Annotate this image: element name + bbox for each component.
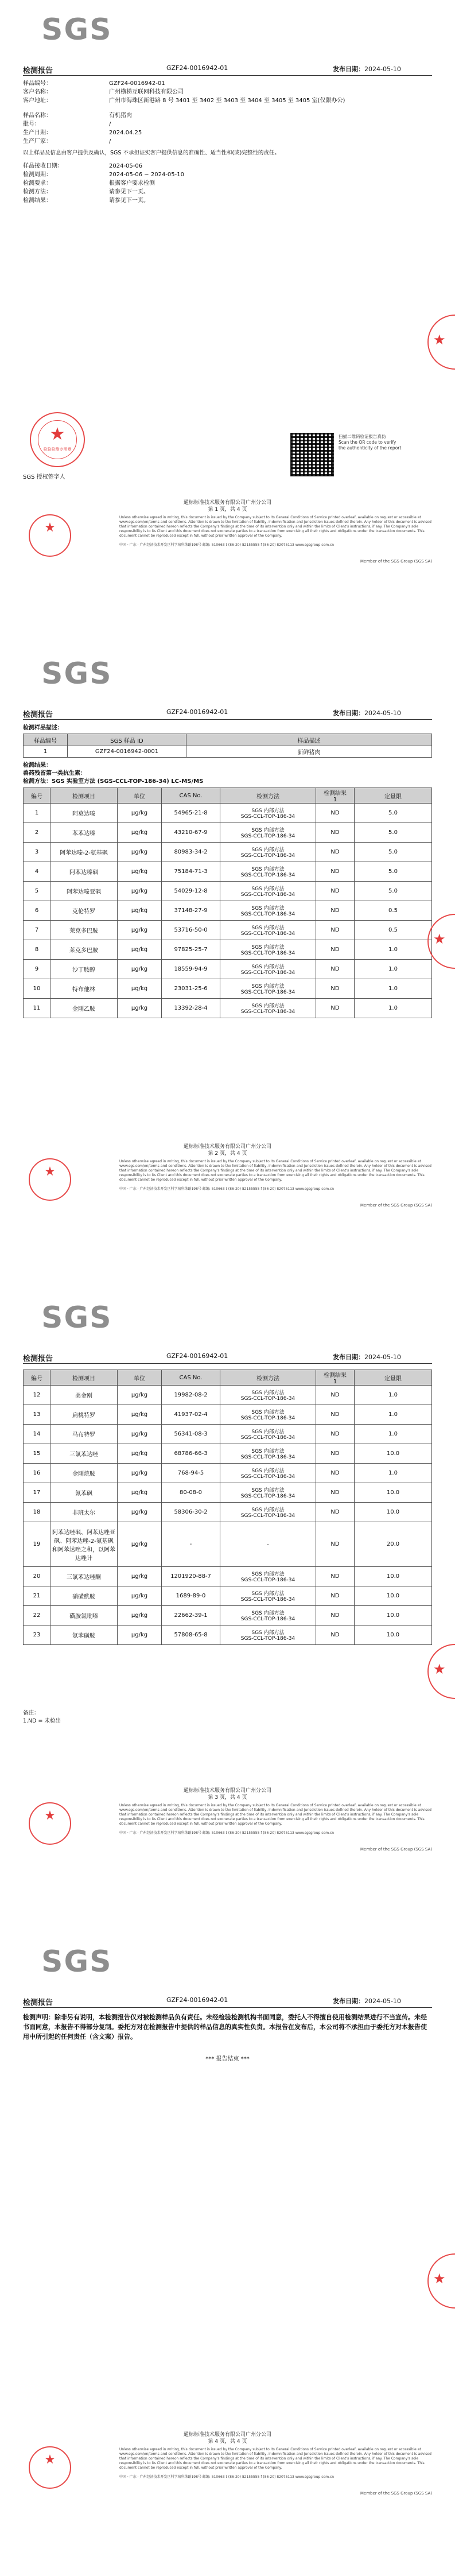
cell-item: 金刚乙胺 [50, 999, 118, 1018]
cell-loq: 1.0 [355, 960, 432, 979]
report-page-1 [0, 0, 455, 644]
cell-unit: μg/kg [118, 999, 162, 1018]
table-row [24, 940, 432, 960]
cell-unit: μg/kg [118, 882, 162, 901]
cell-loq: 1.0 [355, 940, 432, 960]
cell-item: 阿苯达嗪亚砜 [50, 882, 118, 901]
table-row [24, 843, 432, 862]
cell-unit: μg/kg [118, 1386, 162, 1405]
cell-loq: 10.0 [355, 1606, 432, 1625]
table-row [24, 862, 432, 882]
cell-cas: 43210-67-9 [162, 823, 220, 843]
table-row [24, 979, 432, 999]
cell-result: ND [316, 1386, 355, 1405]
cell-no: 11 [24, 999, 50, 1018]
cell-item: 阿苯达嗪-2-氨基砜 [50, 843, 118, 862]
cell-no: 2 [24, 823, 50, 843]
notes: 备注： 1.ND = 未检出 [23, 1710, 61, 1724]
cell-item: 非班太尔 [50, 1503, 118, 1522]
cell-loq: 10.0 [355, 1625, 432, 1645]
cell-cas: 75184-71-3 [162, 862, 220, 882]
cell-cas: 13392-28-4 [162, 999, 220, 1018]
page-footer: 通标标准技术服务有限公司广州分公司 第 3 页，共 4 页 ★ Unless otherwise agreed in writing, this document is issued by the Company subject to its General Conditions of Service printed overleaf, available on request or accessible at www.sgs.com/en/terms-and-conditions. Attention is drawn to the limitation of liability, indemnification and jurisdiction issues defined therein. Any holder of this document is advised that information contained hereon reflects the Company's findings at the time of its intervention only and within the limits of Client's instructions, if any. The Company's sole responsibility is to its Client and this document does not exonerate parties to a transaction from exercising all their rights and obligations under the transaction documents. This document cannot be reproduced except in full, without prior written approval of the Company. 中国 · 广东 · 广州经济技术开发区科学城科珠路198号 邮编: 510663 t (86-20) 82155555 f (86-20) 82075113 www.sgsgroup.com.cn Member of the SGS Group (SGS SA) [23, 1787, 432, 1856]
table-row [24, 1444, 432, 1464]
cell-cas: 22662-39-1 [162, 1606, 220, 1625]
sgs-logo: SGS [41, 1301, 112, 1335]
verification-qr-code[interactable] [290, 433, 334, 476]
cell-cas: 68786-66-3 [162, 1444, 220, 1464]
cell-unit: μg/kg [118, 921, 162, 940]
cell-loq: 10.0 [355, 1586, 432, 1606]
table-row [24, 882, 432, 901]
table-row [24, 1464, 432, 1483]
cell-method: SGS 内部方法 SGS-CCL-TOP-186-34 [220, 1503, 316, 1522]
cell-no: 18 [24, 1503, 50, 1522]
cell-result: ND [316, 843, 355, 862]
cell-result: ND [316, 960, 355, 979]
sgs-logo: SGS [41, 657, 112, 691]
result-section-title: 检测结果： [23, 762, 52, 769]
table-row [24, 1625, 432, 1645]
sample-section-title: 检测样品描述： [23, 725, 63, 731]
cell-no: 13 [24, 1405, 50, 1425]
cell-result: ND [316, 862, 355, 882]
table-row [24, 1586, 432, 1606]
cell-item: 金刚烷胺 [50, 1464, 118, 1483]
table-row [24, 1522, 432, 1567]
results-table [23, 787, 432, 1018]
cell-item: 莱克多巴胺 [50, 940, 118, 960]
method-line: 检测方法：SGS 实验室方法 (SGS-CCL-TOP-186-34) LC-MS/MS [23, 778, 204, 785]
cell-method: SGS 内部方法 SGS-CCL-TOP-186-34 [220, 1586, 316, 1606]
cell-no: 1 [24, 804, 50, 823]
cell-result: ND [316, 901, 355, 921]
cell-result: ND [316, 1503, 355, 1522]
cell-item: 沙丁胺醇 [50, 960, 118, 979]
cell-loq: 1.0 [355, 1386, 432, 1405]
cell-unit: μg/kg [118, 1586, 162, 1606]
cell-cas: 19982-08-2 [162, 1386, 220, 1405]
cell-loq: 1.0 [355, 979, 432, 999]
cell-method: SGS 内部方法 SGS-CCL-TOP-186-34 [220, 804, 316, 823]
cell-unit: μg/kg [118, 1606, 162, 1625]
cell-no: 4 [24, 862, 50, 882]
cell-method: SGS 内部方法 SGS-CCL-TOP-186-34 [220, 1567, 316, 1586]
cell-unit: μg/kg [118, 1567, 162, 1586]
cell-loq: 20.0 [355, 1522, 432, 1567]
star-icon: ★ [49, 424, 65, 444]
cell-loq: 10.0 [355, 1567, 432, 1586]
cell-cas: 54965-21-8 [162, 804, 220, 823]
table-row [24, 1503, 432, 1522]
sgs-logo: SGS [41, 1945, 112, 1979]
disclaimer: 以上样品及信息由客户提供及确认，SGS 不承担证实客户提供信息的准确性、适当性和(或)完整性的责任。 [23, 150, 280, 156]
cell-item: 阿苯达嗪砜 [50, 862, 118, 882]
cell-cas: 54029-12-8 [162, 882, 220, 901]
cell-no: 3 [24, 843, 50, 862]
cell-item: 苯苯达嗪 [50, 823, 118, 843]
cell-method: - [220, 1522, 316, 1567]
table-row [24, 823, 432, 843]
cell-no: 14 [24, 1425, 50, 1444]
cell-method: SGS 内部方法 SGS-CCL-TOP-186-34 [220, 960, 316, 979]
table-row [24, 999, 432, 1018]
sample-table: 样品编号 SGS 样品 ID 样品描述 1 GZF24-0016942-0001 新鲜猪肉 [23, 734, 432, 758]
cell-result: ND [316, 1586, 355, 1606]
cell-unit: μg/kg [118, 1444, 162, 1464]
table-row [24, 960, 432, 979]
footer-seal: ★ [29, 514, 71, 557]
cell-item: 阿苯达唑砜、阿苯达唑亚砜、阿苯达唑-2-氨基砜和阿苯达唑之和，以阿苯达唑计 [50, 1522, 118, 1567]
cell-no: 16 [24, 1464, 50, 1483]
cell-unit: μg/kg [118, 1625, 162, 1645]
cell-loq: 0.5 [355, 901, 432, 921]
cell-method: SGS 内部方法 SGS-CCL-TOP-186-34 [220, 1483, 316, 1503]
cell-method: SGS 内部方法 SGS-CCL-TOP-186-34 [220, 843, 316, 862]
cell-loq: 5.0 [355, 804, 432, 823]
cell-loq: 0.5 [355, 921, 432, 940]
cell-method: SGS 内部方法 SGS-CCL-TOP-186-34 [220, 862, 316, 882]
cell-item: 磺胺氯吡嗪 [50, 1606, 118, 1625]
cell-cas: 97825-25-7 [162, 940, 220, 960]
cell-unit: μg/kg [118, 940, 162, 960]
header-rule [23, 75, 432, 76]
cell-item: 三氯苯达唑酮 [50, 1567, 118, 1586]
table-row [24, 1567, 432, 1586]
cell-result: ND [316, 1567, 355, 1586]
cell-item: 三氯苯达唑 [50, 1444, 118, 1464]
client-info: 样品编号： GZF24-0016942-01 客户名称： 广州横梯互联网科技有限公司 客户地址： 广州市海珠区新港路 8 号 3401 至 3402 至 3403 至 3404 至 3405 至 3405 室(仅限办公) [23, 80, 345, 104]
cell-method: SGS 内部方法 SGS-CCL-TOP-186-34 [220, 1444, 316, 1464]
cell-result: ND [316, 999, 355, 1018]
cell-loq: 1.0 [355, 1464, 432, 1483]
cell-result: ND [316, 882, 355, 901]
report-page-4: SGS 检测报告 GZF24-0016942-01 发布日期：2024-05-10 检测声明：除非另有说明，本检测报告仅对被检测样品负有责任。未经检验检测机构书面同意，委托人不得擅自使用检测结果进行不当宣传。未经书面同意，本报告不得部分复制。委托方对在检测报告中提供的样品信息的真实性负责。本报告在发布后，本公司将不承担由于委托方对本报告使用中所引起的任何责任（含文案）报告。 *** 报告结束 *** ★ 通标标准技术服务有限公司广州分公司 第 4 页，共 4 页 ★ Unless otherwise agreed in writing, this document is issued by the Company subject to its General Conditions of Service printed overleaf, available on request or accessible at www.sgs.com/en/terms-and-conditions. Attention is drawn to the limitation of liability, indemnification and jurisdiction issues defined therein. Any holder of this document is advised that information contained hereon reflects the Company's findings at the time of its intervention only and within the limits of Client's instructions, if any. The Company's sole responsibility is to its Client and this document does not exonerate parties to a transaction from exercising all their rights and obligations under the transaction documents. This document cannot be reproduced except in full, without prior written approval of the Company. 中国 · 广东 · 广州经济技术开发区科学城科珠路198号 邮编: 510663 t (86-20) 82155555 f (86-20) 82075113 www.sgsgroup.com.cn Member of the SGS Group (SGS SA) [0, 1932, 455, 2576]
report-date: 发布日期：2024-05-10 [333, 65, 401, 73]
cell-result: ND [316, 823, 355, 843]
cell-no: 6 [24, 901, 50, 921]
cell-item: 扁桃特罗 [50, 1405, 118, 1425]
cell-no: 10 [24, 979, 50, 999]
inspection-stamp: ★ 检验检测专用章 [30, 412, 85, 467]
cell-cas: 53716-50-0 [162, 921, 220, 940]
cell-method: SGS 内部方法 SGS-CCL-TOP-186-34 [220, 921, 316, 940]
cell-item: 莱克多巴胺 [50, 921, 118, 940]
cell-cas: 18559-94-9 [162, 960, 220, 979]
cell-cas: 768-94-5 [162, 1464, 220, 1483]
table-row [24, 1405, 432, 1425]
cell-no: 20 [24, 1567, 50, 1586]
cell-unit: μg/kg [118, 1503, 162, 1522]
table-row [24, 1483, 432, 1503]
cell-no: 7 [24, 921, 50, 940]
cell-method: SGS 内部方法 SGS-CCL-TOP-186-34 [220, 901, 316, 921]
cell-no: 19 [24, 1522, 50, 1567]
cell-result: ND [316, 1405, 355, 1425]
report-page-2: SGS 检测报告 GZF24-0016942-01 发布日期：2024-05-10 检测样品描述： 样品编号 SGS 样品 ID 样品描述 1 GZF24-0016942-0001 新鲜猪肉 检测结果： 兽药残留第一类抗生素： 检测方法：SGS 实验室方法 (SGS-CCL-TOP-186-34) LC-MS/MS 编号 检测项目 单位 CAS No. 检测方法 检测结果 1 定量限 1 阿莫达嗪 μg/kg 54965-21-8 SGS 内部方法 SGS-CCL-TOP-186-34 ND 5.0 2 苯苯达嗪 μg/kg 43210-67-9 SGS 内部方法 SGS-CCL-TOP-186-34 ND 5.0 3 阿苯达嗪-2-氨基砜 μg/kg 80983-34-2 SGS 内部方法 SGS-CCL-TOP-186-34 ND 5.0 4 阿苯达嗪砜 μg/kg 75184-71-3 SGS 内部方法 SGS-CCL-TOP-186-34 ND 5.0 5 阿苯达嗪亚砜 μg/kg 54029-12-8 SGS 内部方法 SGS-CCL-TOP-186-34 ND 5.0 6 克伦特罗 μg/kg 37148-27-9 SGS 内部方法 SGS-CCL-TOP-186-34 ND 0.5 7 莱克多巴胺 μg/kg 53716-50-0 SGS 内部方法 SGS-CCL-TOP-186-34 ND 0.5 8 莱克多巴胺 μg/kg 97825-25-7 SGS 内部方法 SGS-CCL-TOP-186-34 ND 1.0 9 沙丁胺醇 μg/kg 18559-94-9 SGS 内部方法 SGS-CCL-TOP-186-34 ND 1.0 10 特布他林 μg/kg 23031-25-6 SGS 内部方法 SGS-CCL-TOP-186-34 ND 1.0 11 金刚乙胺 μg/kg 13392-28-4 SGS 内部方法 SGS-CCL-TOP-186-34 ND 1.0 ★ 通标标准技术服务有限公司广州分公司 第 2 页，共 4 页 ★ Unless otherwise agreed in writing, this document is issued by the Company subject to its General Conditions of Service printed overleaf, available on request or accessible at www.sgs.com/en/terms-and-conditions. Attention is drawn to the limitation of liability, indemnification and jurisdiction issues defined therein. Any holder of this document is advised that information contained hereon reflects the Company's findings at the time of its intervention only and within the limits of Client's instructions, if any. The Company's sole responsibility is to its Client and this document does not exonerate parties to a transaction from exercising all their rights and obligations under the transaction documents. This document cannot be reproduced except in full, without prior written approval of the Company. 中国 · 广东 · 广州经济技术开发区科学城科珠路198号 邮编: 510663 t (86-20) 82155555 f (86-20) 82075113 www.sgsgroup.com.cn Member of the SGS Group (SGS SA) [0, 644, 455, 1288]
cell-no: 22 [24, 1606, 50, 1625]
cell-loq: 10.0 [355, 1503, 432, 1522]
cell-item: 马布特罗 [50, 1425, 118, 1444]
table-row [24, 1425, 432, 1444]
cell-no: 8 [24, 940, 50, 960]
table-row [24, 804, 432, 823]
cell-unit: μg/kg [118, 901, 162, 921]
cell-cas: 80983-34-2 [162, 843, 220, 862]
cell-unit: μg/kg [118, 1405, 162, 1425]
cell-loq: 1.0 [355, 1425, 432, 1444]
page-footer: 通标标准技术服务有限公司广州分公司 第 2 页，共 4 页 ★ Unless otherwise agreed in writing, this document is issued by the Company subject to its General Conditions of Service printed overleaf, available on request or accessible at www.sgs.com/en/terms-and-conditions. Attention is drawn to the limitation of liability, indemnification and jurisdiction issues defined therein. Any holder of this document is advised that information contained hereon reflects the Company's findings at the time of its intervention only and within the limits of Client's instructions, if any. The Company's sole responsibility is to its Client and this document does not exonerate parties to a transaction from exercising all their rights and obligations under the transaction documents. This document cannot be reproduced except in full, without prior written approval of the Company. 中国 · 广东 · 广州经济技术开发区科学城科珠路198号 邮编: 510663 t (86-20) 82155555 f (86-20) 82075113 www.sgsgroup.com.cn Member of the SGS Group (SGS SA) [23, 1143, 432, 1212]
cell-no: 23 [24, 1625, 50, 1645]
cell-item: 阿莫达嗪 [50, 804, 118, 823]
cell-result: ND [316, 1625, 355, 1645]
cell-no: 17 [24, 1483, 50, 1503]
cell-result: ND [316, 1522, 355, 1567]
cell-cas: 57808-65-8 [162, 1625, 220, 1645]
report-page-3: SGS 检测报告 GZF24-0016942-01 发布日期：2024-05-10 编号 检测项目 单位 CAS No. 检测方法 检测结果 1 定量限 12 美金刚 μg/kg 19982-08-2 SGS 内部方法 SGS-CCL-TOP-186-34 ND 1.0 13 扁桃特罗 μg/kg 41937-02-4 SGS 内部方法 SGS-CCL-TOP-186-34 ND 1.0 14 马布特罗 μg/kg 56341-08-3 SGS 内部方法 SGS-CCL-TOP-186-34 ND 1.0 15 三氯苯达唑 μg/kg 68786-66-3 SGS 内部方法 SGS-CCL-TOP-186-34 ND 10.0 16 金刚烷胺 μg/kg 768-94-5 SGS 内部方法 SGS-CCL-TOP-186-34 ND 1.0 17 氨苯砜 μg/kg 80-08-0 SGS 内部方法 SGS-CCL-TOP-186-34 ND 10.0 18 非班太尔 μg/kg 58306-30-2 SGS 内部方法 SGS-CCL-TOP-186-34 ND 10.0 19 阿苯达唑砜、阿苯达唑亚砜、阿苯达唑-2-氨基砜和阿苯达唑之和，以阿苯达唑计 μg/kg - - ND 20.0 20 三氯苯达唑酮 μg/kg 1201920-88-7 SGS 内部方法 SGS-CCL-TOP-186-34 ND 10.0 21 硝磺酰胺 μg/kg 1689-89-0 SGS 内部方法 SGS-CCL-TOP-186-34 ND 10.0 22 磺胺氯吡嗪 μg/kg 22662-39-1 SGS 内部方法 SGS-CCL-TOP-186-34 ND 10.0 23 氨苯磺胺 μg/kg 57808-65-8 SGS 内部方法 SGS-CCL-TOP-186-34 ND 10.0 备注： 1.ND = 未检出 ★ 通标标准技术服务有限公司广州分公司 第 3 页，共 4 页 ★ Unless otherwise agreed in writing, this document is issued by the Company subject to its General Conditions of Service printed overleaf, available on request or accessible at www.sgs.com/en/terms-and-conditions. Attention is drawn to the limitation of liability, indemnification and jurisdiction issues defined therein. Any holder of this document is advised that information contained hereon reflects the Company's findings at the time of its intervention only and within the limits of Client's instructions, if any. The Company's sole responsibility is to its Client and this document does not exonerate parties to a transaction from exercising all their rights and obligations under the transaction documents. This document cannot be reproduced except in full, without prior written approval of the Company. 中国 · 广东 · 广州经济技术开发区科学城科珠路198号 邮编: 510663 t (86-20) 82155555 f (86-20) 82075113 www.sgsgroup.com.cn Member of the SGS Group (SGS SA) [0, 1288, 455, 1932]
page-footer: 通标标准技术服务有限公司广州分公司 第 4 页，共 4 页 ★ Unless otherwise agreed in writing, this document is issued by the Company subject to its General Conditions of Service printed overleaf, available on request or accessible at www.sgs.com/en/terms-and-conditions. Attention is drawn to the limitation of liability, indemnification and jurisdiction issues defined therein. Any holder of this document is advised that information contained hereon reflects the Company's findings at the time of its intervention only and within the limits of Client's instructions, if any. The Company's sole responsibility is to its Client and this document does not exonerate parties to a transaction from exercising all their rights and obligations under the transaction documents. This document cannot be reproduced except in full, without prior written approval of the Company. 中国 · 广东 · 广州经济技术开发区科学城科珠路198号 邮编: 510663 t (86-20) 82155555 f (86-20) 82075113 www.sgsgroup.com.cn Member of the SGS Group (SGS SA) [23, 2431, 432, 2500]
cell-unit: μg/kg [118, 862, 162, 882]
cell-unit: μg/kg [118, 1522, 162, 1567]
signatory-label: SGS 授权签字人 [23, 474, 65, 480]
report-title: 检测报告 [23, 67, 53, 75]
cell-cas: 37148-27-9 [162, 901, 220, 921]
cell-cas: 58306-30-2 [162, 1503, 220, 1522]
cell-cas: 1201920-88-7 [162, 1567, 220, 1586]
cell-no: 15 [24, 1444, 50, 1464]
conclusion: 检测声明：除非另有说明，本检测报告仅对被检测样品负有责任。未经检验检测机构书面同意，委托人不得擅自使用检测结果进行不当宣传。未经书面同意，本报告不得部分复制。委托方对在检测报告中提供的样品信息的真实性负责。本报告在发布后，本公司将不承担由于委托方对本报告使用中所引起的任何责任（含文案）报告。 [23, 2014, 427, 2040]
cell-unit: μg/kg [118, 843, 162, 862]
cell-method: SGS 内部方法 SGS-CCL-TOP-186-34 [220, 823, 316, 843]
report-header [23, 64, 432, 75]
cell-result: ND [316, 1464, 355, 1483]
test-info: 样品接收日期： 2024-05-06 检测周期： 2024-05-06 ~ 2024-05-10 检测要求： 根据客户要求检测 检测方法： 请参见下一页。 检测结果： 请参见下一页。 [23, 163, 184, 204]
table-row [24, 1606, 432, 1625]
cell-method: SGS 内部方法 SGS-CCL-TOP-186-34 [220, 1625, 316, 1645]
cell-result: ND [316, 1444, 355, 1464]
table-row [24, 901, 432, 921]
cell-cas: 1689-89-0 [162, 1586, 220, 1606]
cell-result: ND [316, 1425, 355, 1444]
report-header: 检测报告 GZF24-0016942-01 发布日期：2024-05-10 [23, 1996, 401, 2007]
cell-cas: 80-08-0 [162, 1483, 220, 1503]
cell-cas: 23031-25-6 [162, 979, 220, 999]
cell-unit: μg/kg [118, 1464, 162, 1483]
cell-result: ND [316, 804, 355, 823]
cell-loq: 1.0 [355, 1405, 432, 1425]
cell-item: 美金刚 [50, 1386, 118, 1405]
results-header: 编号 检测项目 单位 CAS No. 检测方法 检测结果 1 定量限 [24, 788, 432, 804]
table-row [24, 1386, 432, 1405]
cell-loq: 5.0 [355, 862, 432, 882]
end-of-report: *** 报告结束 *** [205, 2056, 250, 2062]
cell-item: 硝磺酰胺 [50, 1586, 118, 1606]
cell-result: ND [316, 979, 355, 999]
report-header: 检测报告 GZF24-0016942-01 发布日期：2024-05-10 [23, 1352, 401, 1363]
cell-method: SGS 内部方法 SGS-CCL-TOP-186-34 [220, 1386, 316, 1405]
cell-result: ND [316, 921, 355, 940]
cell-item: 特布他林 [50, 979, 118, 999]
cell-method: SGS 内部方法 SGS-CCL-TOP-186-34 [220, 1464, 316, 1483]
cell-loq: 10.0 [355, 1444, 432, 1464]
cell-method: SGS 内部方法 SGS-CCL-TOP-186-34 [220, 999, 316, 1018]
cell-loq: 10.0 [355, 1483, 432, 1503]
sample-info: 样品名称： 有机猪肉 批号： / 生产日期： 2024.04.25 生产厂家： / [23, 112, 142, 145]
cell-unit: μg/kg [118, 1425, 162, 1444]
report-number: GZF24-0016942-01 [166, 64, 228, 72]
cell-item: 氨苯砜 [50, 1483, 118, 1503]
cell-unit: μg/kg [118, 804, 162, 823]
cell-no: 9 [24, 960, 50, 979]
cell-method: SGS 内部方法 SGS-CCL-TOP-186-34 [220, 1606, 316, 1625]
results-table-continued: 编号 检测项目 单位 CAS No. 检测方法 检测结果 1 定量限 12 美金刚 μg/kg 19982-08-2 SGS 内部方法 SGS-CCL-TOP-186-34 ND 1.0 13 扁桃特罗 μg/kg 41937-02-4 SGS 内部方法 SGS-CCL-TOP-186-34 ND 1.0 14 马布特罗 μg/kg 56341-08-3 SGS 内部方法 SGS-CCL-TOP-186-34 ND 1.0 15 三氯苯达唑 μg/kg 68786-66-3 SGS 内部方法 SGS-CCL-TOP-186-34 ND 10.0 16 金刚烷胺 μg/kg 768-94-5 SGS 内部方法 SGS-CCL-TOP-186-34 ND 1.0 17 氨苯砜 μg/kg 80-08-0 SGS 内部方法 SGS-CCL-TOP-186-34 ND 10.0 18 非班太尔 μg/kg 58306-30-2 SGS 内部方法 SGS-CCL-TOP-186-34 ND 10.0 19 阿苯达唑砜、阿苯达唑亚砜、阿苯达唑-2-氨基砜和阿苯达唑之和，以阿苯达唑计 μg/kg - - ND 20.0 20 三氯苯达唑酮 μg/kg 1201920-88-7 SGS 内部方法 SGS-CCL-TOP-186-34 ND 10.0 21 硝磺酰胺 μg/kg 1689-89-0 SGS 内部方法 SGS-CCL-TOP-186-34 ND 10.0 22 磺胺氯吡嗪 μg/kg 22662-39-1 SGS 内部方法 SGS-CCL-TOP-186-34 ND 10.0 23 氨苯磺胺 μg/kg 57808-65-8 SGS 内部方法 SGS-CCL-TOP-186-34 ND 10.0 [23, 1370, 432, 1645]
cell-no: 21 [24, 1586, 50, 1606]
cell-no: 5 [24, 882, 50, 901]
qr-caption: 扫描二维码验证报告真伪 Scan the QR code to verify the authenticity of the report [339, 434, 402, 451]
cell-method: SGS 内部方法 SGS-CCL-TOP-186-34 [220, 882, 316, 901]
cell-method: SGS 内部方法 SGS-CCL-TOP-186-34 [220, 1425, 316, 1444]
cell-loq: 1.0 [355, 999, 432, 1018]
cell-cas: - [162, 1522, 220, 1567]
cell-item: 克伦特罗 [50, 901, 118, 921]
edge-seal: ★ [427, 315, 455, 370]
cell-loq: 5.0 [355, 823, 432, 843]
cell-unit: μg/kg [118, 1483, 162, 1503]
cell-result: ND [316, 1606, 355, 1625]
cell-method: SGS 内部方法 SGS-CCL-TOP-186-34 [220, 979, 316, 999]
cell-cas: 56341-08-3 [162, 1425, 220, 1444]
cell-loq: 5.0 [355, 882, 432, 901]
cell-item: 氨苯磺胺 [50, 1625, 118, 1645]
sgs-logo: SGS [41, 13, 112, 47]
table-row [24, 921, 432, 940]
cell-method: SGS 内部方法 SGS-CCL-TOP-186-34 [220, 1405, 316, 1425]
report-header: 检测报告 GZF24-0016942-01 发布日期：2024-05-10 [23, 708, 401, 719]
result-subtitle: 兽药残留第一类抗生素： [23, 770, 86, 777]
cell-result: ND [316, 940, 355, 960]
cell-no: 12 [24, 1386, 50, 1405]
cell-unit: μg/kg [118, 823, 162, 843]
cell-method: SGS 内部方法 SGS-CCL-TOP-186-34 [220, 940, 316, 960]
cell-loq: 5.0 [355, 843, 432, 862]
cell-unit: μg/kg [118, 979, 162, 999]
cell-cas: 41937-02-4 [162, 1405, 220, 1425]
page-footer: 通标标准技术服务有限公司广州分公司 第 1 页，共 4 页 ★ Unless otherwise agreed in writing, this document is issued by the Company subject to its General Conditions of Service printed overleaf, available on request or accessible at www.sgs.com/en/terms-and-conditions. Attention is drawn to the limitation of liability, indemnification and jurisdiction issues defined therein. Any holder of this document is advised that information contained hereon reflects the Company's findings at the time of its intervention only and within the limits of Client's instructions, if any. The Company's sole responsibility is to its Client and this document does not exonerate parties to a transaction from exercising all their rights and obligations under the transaction documents. This document cannot be reproduced except in full, without prior written approval of the Company. 中国 · 广东 · 广州经济技术开发区科学城科珠路198号 邮编: 510663 t (86-20) 82155555 f (86-20) 82075113 www.sgsgroup.com.cn Member of the SGS Group (SGS SA) [23, 499, 432, 568]
cell-unit: μg/kg [118, 960, 162, 979]
cell-result: ND [316, 1483, 355, 1503]
